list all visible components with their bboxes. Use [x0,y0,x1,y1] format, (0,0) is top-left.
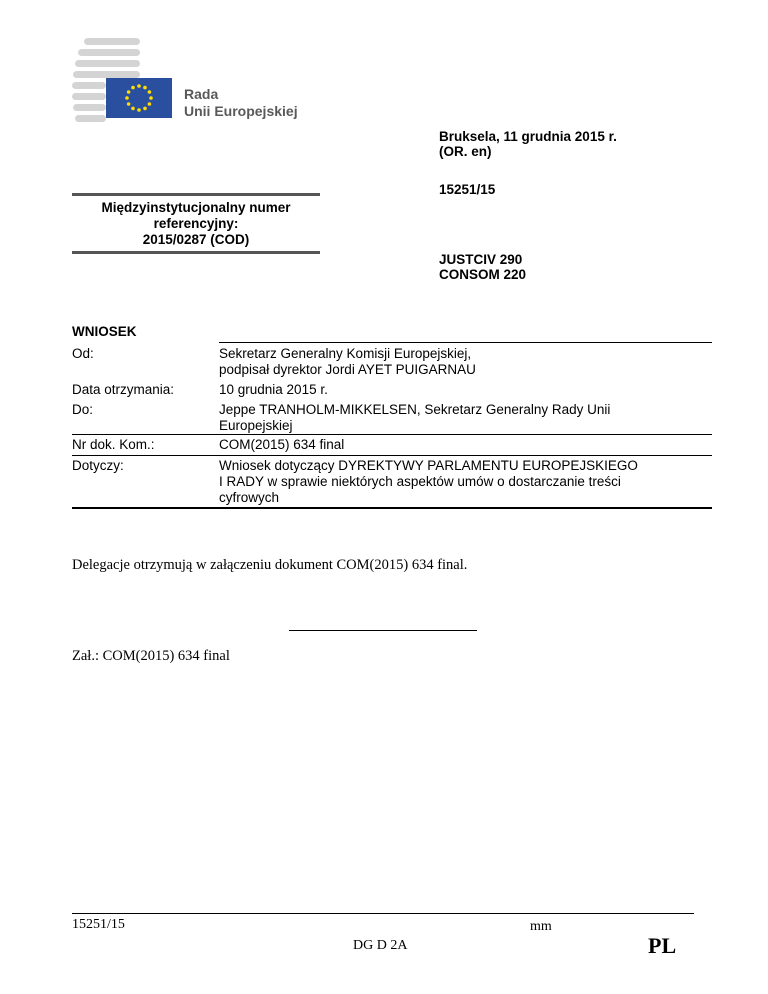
footer-doc-number: 15251/15 [72,917,125,932]
field-label: Nr dok. Kom.: [72,437,155,452]
document-type: WNIOSEK [72,324,137,339]
document-number: 15251/15 [439,182,496,197]
field-value: Wniosek dotyczący DYREKTYWY PARLAMENTU EUROPEJSKIEGO [219,458,638,473]
footer-department: DG D 2A [353,938,408,953]
logo-line1: Rada [184,86,219,102]
field-value: COM(2015) 634 final [219,437,345,452]
place-date: Bruksela, 11 grudnia 2015 r. [439,129,617,144]
body-text: Delegacje otrzymują w załączeniu dokument COM(2015) 634 final. [72,557,468,573]
table-divider [72,455,712,456]
field-value: Jeppe TRANHOLM-MIKKELSEN, Sekretarz Generalny Rady Unii [219,402,611,417]
field-value: Sekretarz Generalny Komisji Europejskiej, [219,346,472,361]
field-label: Do: [72,402,94,417]
footer-initials: mm [530,919,552,934]
logo-line2: Unii Europejskiej [184,103,298,119]
field-label: Dotyczy: [72,458,124,473]
footer-rule [72,913,694,914]
field-value: I RADY w sprawie niektórych aspektów umów o dostarczanie treści [219,474,621,489]
reference-line1: Międzyinstytucjonalny numer [101,200,291,215]
interinstitutional-reference [72,193,320,254]
eu-flag-icon [106,78,172,118]
field-label: Data otrzymania: [72,382,175,397]
field-label: Od: [72,346,94,361]
field-value: 10 grudnia 2015 r. [219,382,328,397]
council-logo [72,38,312,128]
logo-text [184,86,298,120]
field-value: cyfrowych [219,490,280,505]
table-divider [72,434,712,435]
attachment-note: Zał.: COM(2015) 634 final [72,648,230,664]
doc-code-2: CONSOM 220 [439,267,527,282]
doc-code-1: JUSTCIV 290 [439,252,523,267]
table-bottom-rule [72,507,712,509]
original-language: (OR. en) [439,144,492,159]
separator-line [289,630,477,631]
field-value: podpisał dyrektor Jordi AYET PUIGARNAU [219,362,476,377]
reference-line3: 2015/0287 (COD) [142,232,250,247]
field-value: Europejskiej [219,418,293,433]
footer-language: PL [648,933,677,958]
reference-line2: referencyjny: [153,216,239,231]
council-building-icon [72,38,182,128]
table-divider [219,342,712,343]
